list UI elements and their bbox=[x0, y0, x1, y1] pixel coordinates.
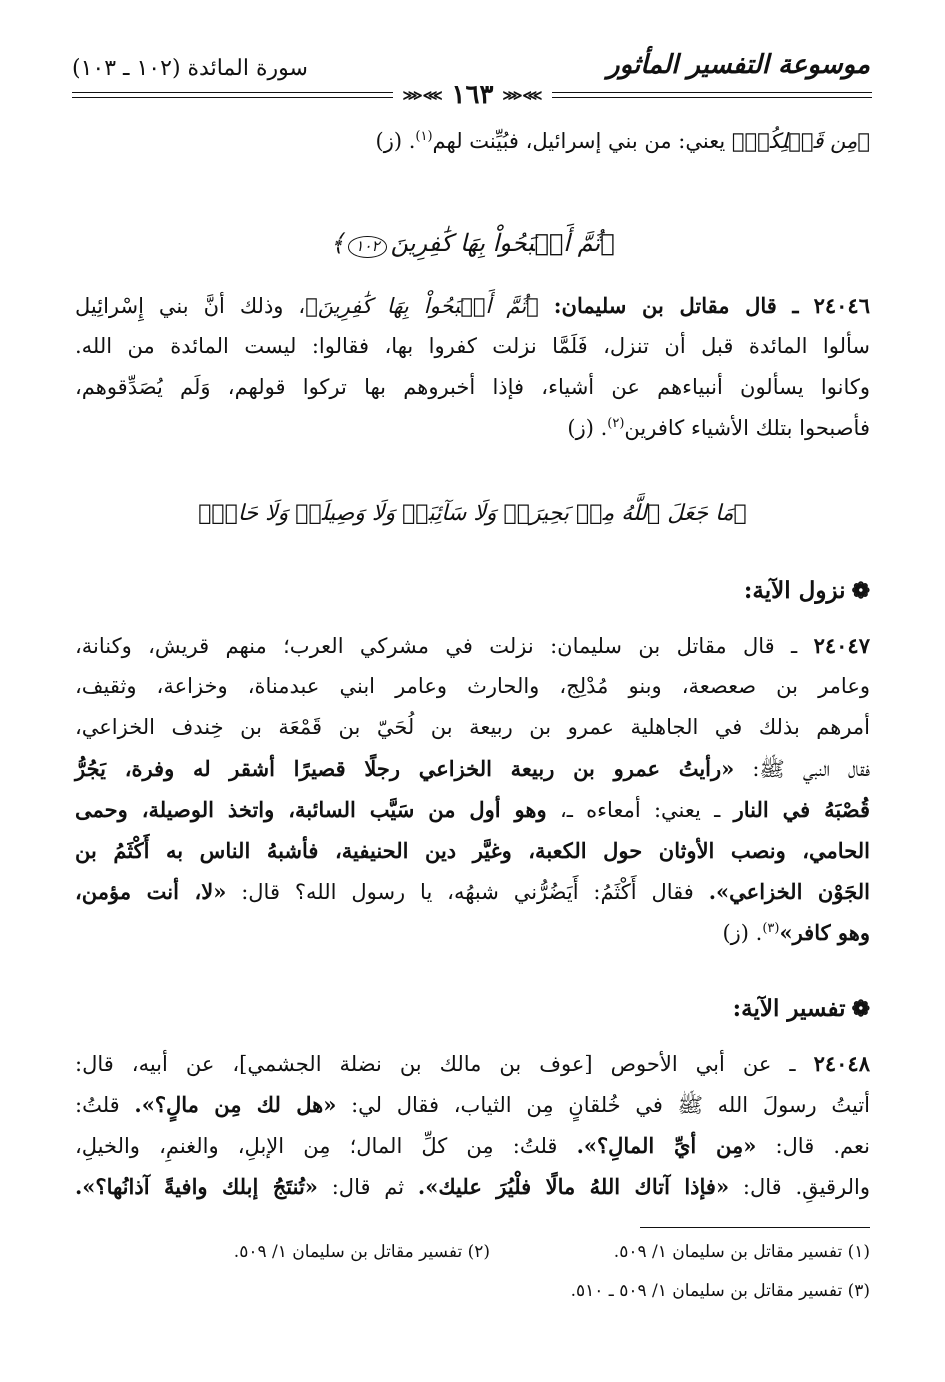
hadith-text: وهو أول من سَيَّب السائبة، واتخذ الوصيلة، وحمى bbox=[75, 797, 547, 822]
hadith-text: «فإذا آتاك اللهُ مالًا فلْيُرَ عليك». bbox=[417, 1174, 730, 1199]
report-number: ٢٤٠٤٦ bbox=[813, 293, 870, 318]
text-run: فأصبحوا بتلك الأشياء كافرين bbox=[624, 416, 870, 440]
verse-text: ﴿ثُمَّ أَصۡبَحُواْ بِهَا كَٰفِرِينَ bbox=[390, 229, 615, 257]
text-run: ـ يعني: أمعاءه ـ، bbox=[559, 798, 721, 822]
report-24046-line-2: سألوا المائدة قبل أن تنزل، فَلَمَّا نزلت كفروا بها، فقالوا: ليست المائدة من الله. bbox=[75, 334, 870, 358]
ornament-icon: ⋙⋘ bbox=[502, 88, 543, 104]
report-24048-line-3 bbox=[75, 1132, 870, 1160]
section-heading-revelation bbox=[744, 577, 870, 604]
report-24048-line-2 bbox=[75, 1091, 870, 1119]
verse-bracket: ﴾ bbox=[330, 229, 345, 257]
footnote-ref: (١) bbox=[415, 129, 433, 144]
section-heading-tafsir bbox=[733, 995, 870, 1022]
verse-103: ﴿مَا جَعَلَ ٱللَّهُ مِنۢ بَحِيرَةٖ وَلَا سَآئِبَةٖ وَلَا وَصِيلَةٖ وَلَا حَامٖ﴾ bbox=[198, 501, 747, 526]
ayah-number-marker: ١٠٢ bbox=[348, 236, 386, 258]
report-24046-line-3: وكانوا يسألون أنبياءهم عن أشياء، فإذا أخبروهم بها تركوا قولهم، وَلَم يُصَدِّقوهم، bbox=[75, 375, 870, 399]
text-run: قلتُ: bbox=[75, 1093, 120, 1117]
text-run: فقال النبي ﷺ: bbox=[752, 757, 870, 781]
page-number: ١٦٣ bbox=[451, 80, 494, 110]
report-24047-line-3: أمرهم بذلك في الجاهلية عمرو بن ربيعة بن لُحَيّ بن قَمْعَة بن خِندف الخزاعي، bbox=[75, 715, 870, 739]
report-24047-line-2: وعامر بن صعصعة، وبنو مُدْلِج، والحارث وعامر ابني عبدمناة، وخزاعة، وثقيف، bbox=[75, 674, 870, 698]
report-24047-line-6: الحامي، ونصب الأوثان حول الكعبة، وغيَّر دين الحنيفية، فأشبهُ الناس به أَكْثَمُ بن bbox=[75, 838, 870, 863]
text-run: قلتُ: مِن كلِّ المال؛ مِن الإبلِ، والغنمِ، والخيلِ، bbox=[75, 1134, 558, 1158]
report-24047-line-4 bbox=[75, 755, 870, 783]
report-number: ٢٤٠٤٨ bbox=[813, 1051, 870, 1076]
footnote-ref: (٣) bbox=[762, 921, 780, 936]
text-run: ـ قال مقاتل بن سليمان: نزلت في مشركي العرب؛ منهم قريش، وكنانة، bbox=[75, 634, 798, 658]
book-title: موسوعة التفسير المأثور bbox=[607, 50, 870, 80]
footnote-ref: (٢) bbox=[607, 416, 625, 431]
hadith-text: قُصْبَهُ في النار bbox=[733, 797, 870, 822]
flower-icon: ❁ bbox=[851, 996, 870, 1022]
surah-reference: سورة المائدة (١٠٢ ـ ١٠٣) bbox=[72, 56, 308, 81]
report-24047-line-7 bbox=[75, 878, 870, 906]
report-24047-line-5 bbox=[75, 796, 870, 824]
footnote-3: (٣) تفسير مقاتل بن سليمان ١/ ٥٠٩ ـ ٥١٠. bbox=[570, 1281, 870, 1301]
report-24048-line-4 bbox=[75, 1173, 870, 1201]
hadith-text: «تُنتَجُ إبلك وافيةً آذانُها؟». bbox=[75, 1174, 318, 1199]
text-run: أتيتُ رسولَ الله ﷺ في خُلقانٍ مِن الثياب، فقال لي: bbox=[351, 1093, 871, 1117]
hadith-text: «مِن أيِّ المالِ؟». bbox=[576, 1133, 757, 1158]
text-run: . (ز) bbox=[567, 416, 608, 440]
quran-phrase: ﴿ثُمَّ أَصۡبَحُواْ بِهَا كَٰفِرِينَ﴾ bbox=[305, 294, 539, 318]
report-24047-line-8 bbox=[75, 919, 870, 947]
text-run: نعم. قال: bbox=[775, 1134, 870, 1158]
text-run: . (ز) bbox=[375, 129, 416, 153]
report-24046-line-4 bbox=[75, 415, 870, 442]
text-run: ثم قال: bbox=[331, 1175, 405, 1199]
text-run: ـ عن أبي الأحوص [عوف بن مالك بن نضلة الجشمي]، عن أبيه، قال: bbox=[75, 1052, 796, 1076]
text-run: ، وذلك أنَّ بني إِسْرائِيل bbox=[75, 294, 306, 318]
footnote-2: (٢) تفسير مقاتل بن سليمان ١/ ٥٠٩. bbox=[233, 1242, 490, 1262]
report-number: ٢٤٠٤٧ bbox=[813, 633, 870, 658]
text-run: يعني: من بني إسرائيل، فبُيِّنت لهم bbox=[432, 129, 726, 153]
text-run: ـ قال مقاتل بن سليمان: bbox=[553, 293, 799, 318]
hadith-text: الجَوْن الخزاعي». bbox=[708, 879, 870, 904]
section-title: تفسير الآية: bbox=[732, 995, 846, 1022]
hadith-text: «لا، أنت مؤمن، bbox=[75, 879, 227, 904]
text-run: والرقيقِ. قال: bbox=[742, 1175, 870, 1199]
flower-icon: ❁ bbox=[851, 578, 870, 604]
text-run: . (ز) bbox=[722, 921, 763, 945]
report-24047-line-1 bbox=[75, 632, 870, 660]
footnote-1: (١) تفسير مقاتل بن سليمان ١/ ٥٠٩. bbox=[613, 1242, 870, 1262]
hadith-text: «هل لك مِن مالٍ؟». bbox=[134, 1092, 337, 1117]
hadith-text: وهو كافر» bbox=[779, 920, 870, 945]
ornament-icon: ⋙⋘ bbox=[402, 88, 443, 104]
hadith-text: «رأيتُ عمرو بن ربيعة الخزاعي رجلًا قصيرًا أشقر له وفرة، يَجُرُّ bbox=[75, 756, 735, 781]
text-run: فقال أَكْثَمُ: أَيَضُرُّني شبهُه، يا رسول الله؟ قال: bbox=[241, 880, 694, 904]
report-24046-line-1 bbox=[75, 292, 870, 320]
body-line-1 bbox=[75, 128, 870, 155]
section-title: نزول الآية: bbox=[743, 577, 846, 604]
report-24048-line-1 bbox=[75, 1050, 870, 1078]
footnote-separator bbox=[640, 1227, 870, 1228]
quran-phrase: ﴿مِن قَبۡلِكُمۡ﴾ bbox=[731, 129, 870, 153]
verse-102 bbox=[75, 228, 870, 259]
page-number-block bbox=[0, 80, 945, 110]
